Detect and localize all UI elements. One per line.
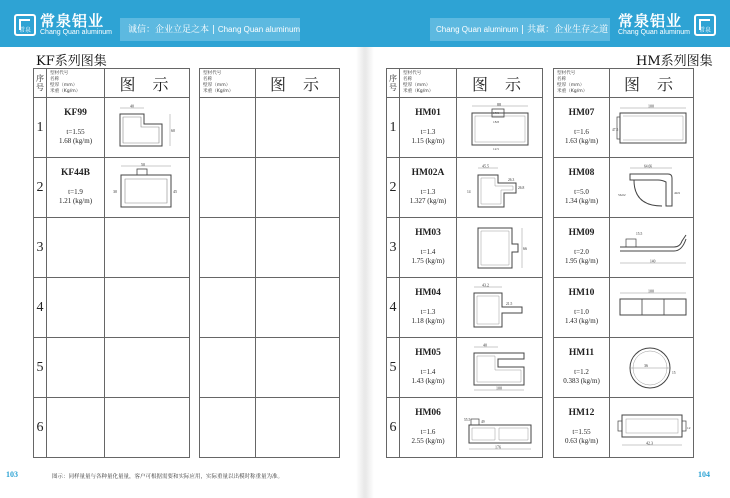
- profile-thickness: t=1.6: [574, 128, 589, 136]
- hm08-profile-drawing: [612, 162, 692, 214]
- dim-label: 26.8: [517, 185, 524, 190]
- kf44b-profile-drawing: [111, 163, 183, 213]
- profile-spec: [554, 98, 610, 158]
- profile-thickness: t=1.3: [420, 128, 436, 136]
- dim-label: 100: [647, 103, 654, 108]
- profile-weight: 1.95 (kg/m): [564, 257, 599, 265]
- profile-spec: [554, 278, 610, 338]
- profile-code: HM11: [568, 348, 595, 358]
- profile-code: HM02A: [411, 168, 445, 178]
- logo-mark-icon: [14, 14, 36, 36]
- profile-weight: 0.383 (kg/m): [563, 377, 600, 385]
- dim-label: 12.5: [492, 146, 499, 151]
- row-index: 5: [34, 338, 47, 398]
- profile-drawing: [105, 158, 190, 218]
- profile-spec: [554, 338, 610, 398]
- table-row: [200, 338, 340, 398]
- dim-label: 100: [647, 288, 654, 293]
- profile-code: HM04: [415, 288, 441, 298]
- table-row: [200, 218, 340, 278]
- table-row: [34, 218, 190, 278]
- profile-spec: [554, 218, 610, 278]
- motto-left: [128, 22, 300, 35]
- row-index: 2: [34, 158, 47, 218]
- brand-name-en: Chang Quan aluminum: [40, 29, 112, 36]
- profile-spec: [47, 98, 105, 158]
- kf-table: [33, 68, 190, 458]
- row-index: 4: [387, 278, 400, 338]
- table-row: [554, 98, 694, 158]
- table-row: [554, 278, 694, 338]
- profile-drawing: [610, 398, 694, 458]
- profile-weight: 1.75 (kg/m): [411, 257, 445, 265]
- figure-header: 图 示: [610, 69, 694, 98]
- dim-label: 176: [494, 444, 501, 449]
- dim-label: 56.02: [617, 192, 626, 197]
- footnote: 图示：同样量量与各种量化量量，客户可根据需要和实际应用，实际重量以出模时称重量为准。: [52, 474, 284, 480]
- dim-label: 26.3: [507, 177, 514, 182]
- figure-header: 图 示: [457, 69, 543, 98]
- motto-right-cn: 共赢：企业生存之道: [527, 25, 609, 35]
- profile-drawing: [457, 338, 543, 398]
- profile-drawing: [610, 278, 694, 338]
- row-index: 3: [387, 218, 400, 278]
- table-row: [387, 338, 543, 398]
- profile-weight: 2.55 (kg/m): [411, 437, 445, 445]
- brand-logo-left: [14, 13, 112, 37]
- dim-label: 40: [482, 342, 487, 347]
- hm12-profile-drawing: [612, 403, 692, 453]
- profile-spec: [400, 338, 457, 398]
- hm01-profile-drawing: [464, 103, 536, 153]
- profile-drawing: [457, 398, 543, 458]
- table-row: [34, 158, 190, 218]
- profile-drawing: [457, 278, 543, 338]
- dim-label: 43.2: [481, 282, 489, 287]
- table-row: [554, 218, 694, 278]
- profile-thickness: t=1.55: [66, 128, 85, 136]
- dim-label: 47.5: [611, 127, 618, 132]
- dim-label: 60: [171, 127, 175, 133]
- profile-thickness: t=1.0: [574, 308, 589, 316]
- profile-spec: [47, 158, 105, 218]
- profile-thickness: t=2.0: [574, 248, 589, 256]
- profile-code: HM06: [415, 408, 441, 418]
- label-header: 型材代号 名称 壁厚（mm） 米重（Kg/m）: [400, 69, 457, 98]
- profile-drawing: [457, 158, 543, 218]
- profile-thickness: t=1.3: [420, 308, 436, 316]
- hm11-profile-drawing: [612, 342, 692, 394]
- index-header: 序 号: [387, 69, 400, 98]
- profile-weight: 1.18 (kg/m): [411, 317, 445, 325]
- dim-label: 18.8: [492, 119, 499, 124]
- profile-code: HM08: [568, 168, 595, 178]
- profile-spec: [400, 278, 457, 338]
- table-row: [200, 98, 340, 158]
- profile-code: HM09: [568, 228, 595, 238]
- profile-spec: [400, 218, 457, 278]
- page-spine: [356, 47, 374, 498]
- hm02a-profile-drawing: [464, 163, 536, 213]
- dim-label: 88: [496, 102, 501, 107]
- hm04-profile-drawing: [464, 283, 536, 333]
- table-row: [387, 278, 543, 338]
- table-row: [200, 158, 340, 218]
- hm06-profile-drawing: [463, 403, 537, 453]
- motto-right: [436, 22, 608, 35]
- profile-weight: 1.21 (kg/m): [58, 197, 93, 205]
- profile-thickness: t=5.0: [574, 188, 589, 196]
- hm10-profile-drawing: [612, 283, 692, 333]
- profile-spec: [400, 158, 457, 218]
- hm-table-2: [553, 68, 694, 458]
- dim-label: 66: [522, 245, 527, 251]
- profile-weight: 1.68 (kg/m): [58, 137, 93, 145]
- hm05-profile-drawing: [464, 343, 536, 393]
- dim-label: 49.9: [673, 190, 680, 195]
- table-row: [200, 278, 340, 338]
- dim-label: 36: [643, 362, 648, 368]
- dim-label: 64.66: [643, 164, 652, 168]
- motto-right-en: Chang Quan aluminum: [436, 25, 519, 34]
- profile-thickness: t=1.9: [68, 188, 83, 196]
- dim-label: 15: [671, 370, 676, 375]
- dim-label: 17.5: [492, 110, 499, 115]
- profile-code: HM12: [568, 408, 595, 418]
- profile-weight: 0.63 (kg/m): [564, 437, 599, 445]
- table-row: [554, 398, 694, 458]
- table-row: [34, 398, 190, 458]
- profile-code: HM01: [415, 108, 441, 118]
- profile-weight: 1.34 (kg/m): [564, 197, 599, 205]
- table-row: [387, 398, 543, 458]
- profile-weight: 1.43 (kg/m): [564, 317, 599, 325]
- motto-left-sep: |: [211, 25, 215, 35]
- profile-code: HM05: [415, 348, 441, 358]
- motto-left-en: Chang Quan aluminum: [217, 25, 301, 34]
- dim-label: 42.3: [645, 440, 653, 445]
- profile-weight: 1.327 (kg/m): [409, 197, 447, 205]
- dim-label: 40: [130, 103, 134, 108]
- figure-header: 图 示: [105, 69, 190, 98]
- dim-label: 100: [495, 385, 502, 390]
- dim-label: 140: [649, 259, 655, 263]
- hm09-profile-drawing: [612, 223, 692, 273]
- hm-table-1: [386, 68, 543, 458]
- profile-weight: 1.63 (kg/m): [564, 137, 599, 145]
- dim-label: 30: [113, 188, 117, 194]
- row-index: 2: [387, 158, 400, 218]
- motto-right-sep: |: [521, 25, 525, 35]
- brand-name-cn: 常泉铝业: [40, 12, 105, 30]
- row-index: 6: [34, 398, 47, 458]
- section-title-kf: KF系列图集: [36, 54, 107, 69]
- row-index: 5: [387, 338, 400, 398]
- row-index: 4: [34, 278, 47, 338]
- dim-label: 55.5: [463, 417, 470, 422]
- dim-label: 45.5: [481, 163, 489, 168]
- dim-label: 49: [480, 419, 485, 424]
- profile-spec: [554, 158, 610, 218]
- profile-weight: 1.15 (kg/m): [411, 137, 445, 145]
- table-row: [34, 338, 190, 398]
- profile-thickness: t=1.6: [420, 428, 436, 436]
- dim-label: 14: [466, 189, 471, 194]
- profile-drawing: [610, 158, 694, 218]
- row-index: 3: [34, 218, 47, 278]
- dim-label: 50: [141, 162, 145, 167]
- hm07-profile-drawing: [612, 103, 692, 153]
- profile-spec: [400, 398, 457, 458]
- index-header: 序 号: [34, 69, 47, 98]
- profile-thickness: t=1.3: [420, 188, 436, 196]
- table-row: [387, 218, 543, 278]
- dim-label: 45: [173, 188, 177, 194]
- profile-drawing: [610, 218, 694, 278]
- profile-thickness: t=1.2: [574, 368, 589, 376]
- table-row: [387, 158, 543, 218]
- row-index: 1: [387, 98, 400, 158]
- label-header: 型材代号 名称 壁厚（mm） 米重（Kg/m）: [47, 69, 105, 98]
- table-row: [387, 98, 543, 158]
- brand-name-en: Chang Quan aluminum: [618, 29, 690, 36]
- profile-drawing: [457, 98, 543, 158]
- brand-name-cn: 常泉铝业: [618, 12, 683, 30]
- profile-drawing: [610, 98, 694, 158]
- kf99-profile-drawing: [112, 104, 182, 152]
- logo-badge: 常泉: [698, 28, 711, 34]
- dim-label: 15.5: [635, 231, 642, 236]
- profile-thickness: t=1.4: [420, 368, 436, 376]
- page-number-right: 104: [698, 470, 710, 479]
- table-row: [200, 398, 340, 458]
- table-row: [34, 98, 190, 158]
- label-header: 型材代号 名称 壁厚（mm） 米重（Kg/m）: [200, 69, 256, 98]
- row-index: 6: [387, 398, 400, 458]
- profile-weight: 1.43 (kg/m): [411, 377, 445, 385]
- profile-spec: [554, 398, 610, 458]
- dim-label: 12: [686, 425, 690, 430]
- profile-drawing: [105, 98, 190, 158]
- profile-code: KF99: [64, 108, 87, 118]
- profile-drawing: [610, 338, 694, 398]
- page-number-left: 103: [6, 470, 18, 479]
- table-row: [554, 158, 694, 218]
- logo-mark-icon: [694, 14, 716, 36]
- figure-header: 图 示: [256, 69, 340, 98]
- logo-badge: 常泉: [18, 28, 31, 34]
- dim-label: 21.5: [505, 301, 512, 306]
- brand-logo-right: [618, 13, 716, 37]
- hm03-profile-drawing: [464, 222, 536, 274]
- profile-code: HM10: [568, 288, 595, 298]
- profile-code: HM07: [568, 108, 595, 118]
- profile-thickness: t=1.4: [420, 248, 436, 256]
- profile-code: KF44B: [60, 168, 91, 178]
- motto-left-cn: 诚信：企业立足之本: [128, 25, 210, 35]
- profile-thickness: t=1.55: [572, 428, 591, 436]
- table-row: [34, 278, 190, 338]
- section-title-hm: HM系列图集: [636, 54, 713, 69]
- profile-drawing: [457, 218, 543, 278]
- profile-code: HM03: [415, 228, 441, 238]
- table-row: [554, 338, 694, 398]
- kf-table-2: [199, 68, 340, 458]
- row-index: 1: [34, 98, 47, 158]
- profile-spec: [400, 98, 457, 158]
- label-header: 型材代号 名称 壁厚（mm） 米重（Kg/m）: [554, 69, 610, 98]
